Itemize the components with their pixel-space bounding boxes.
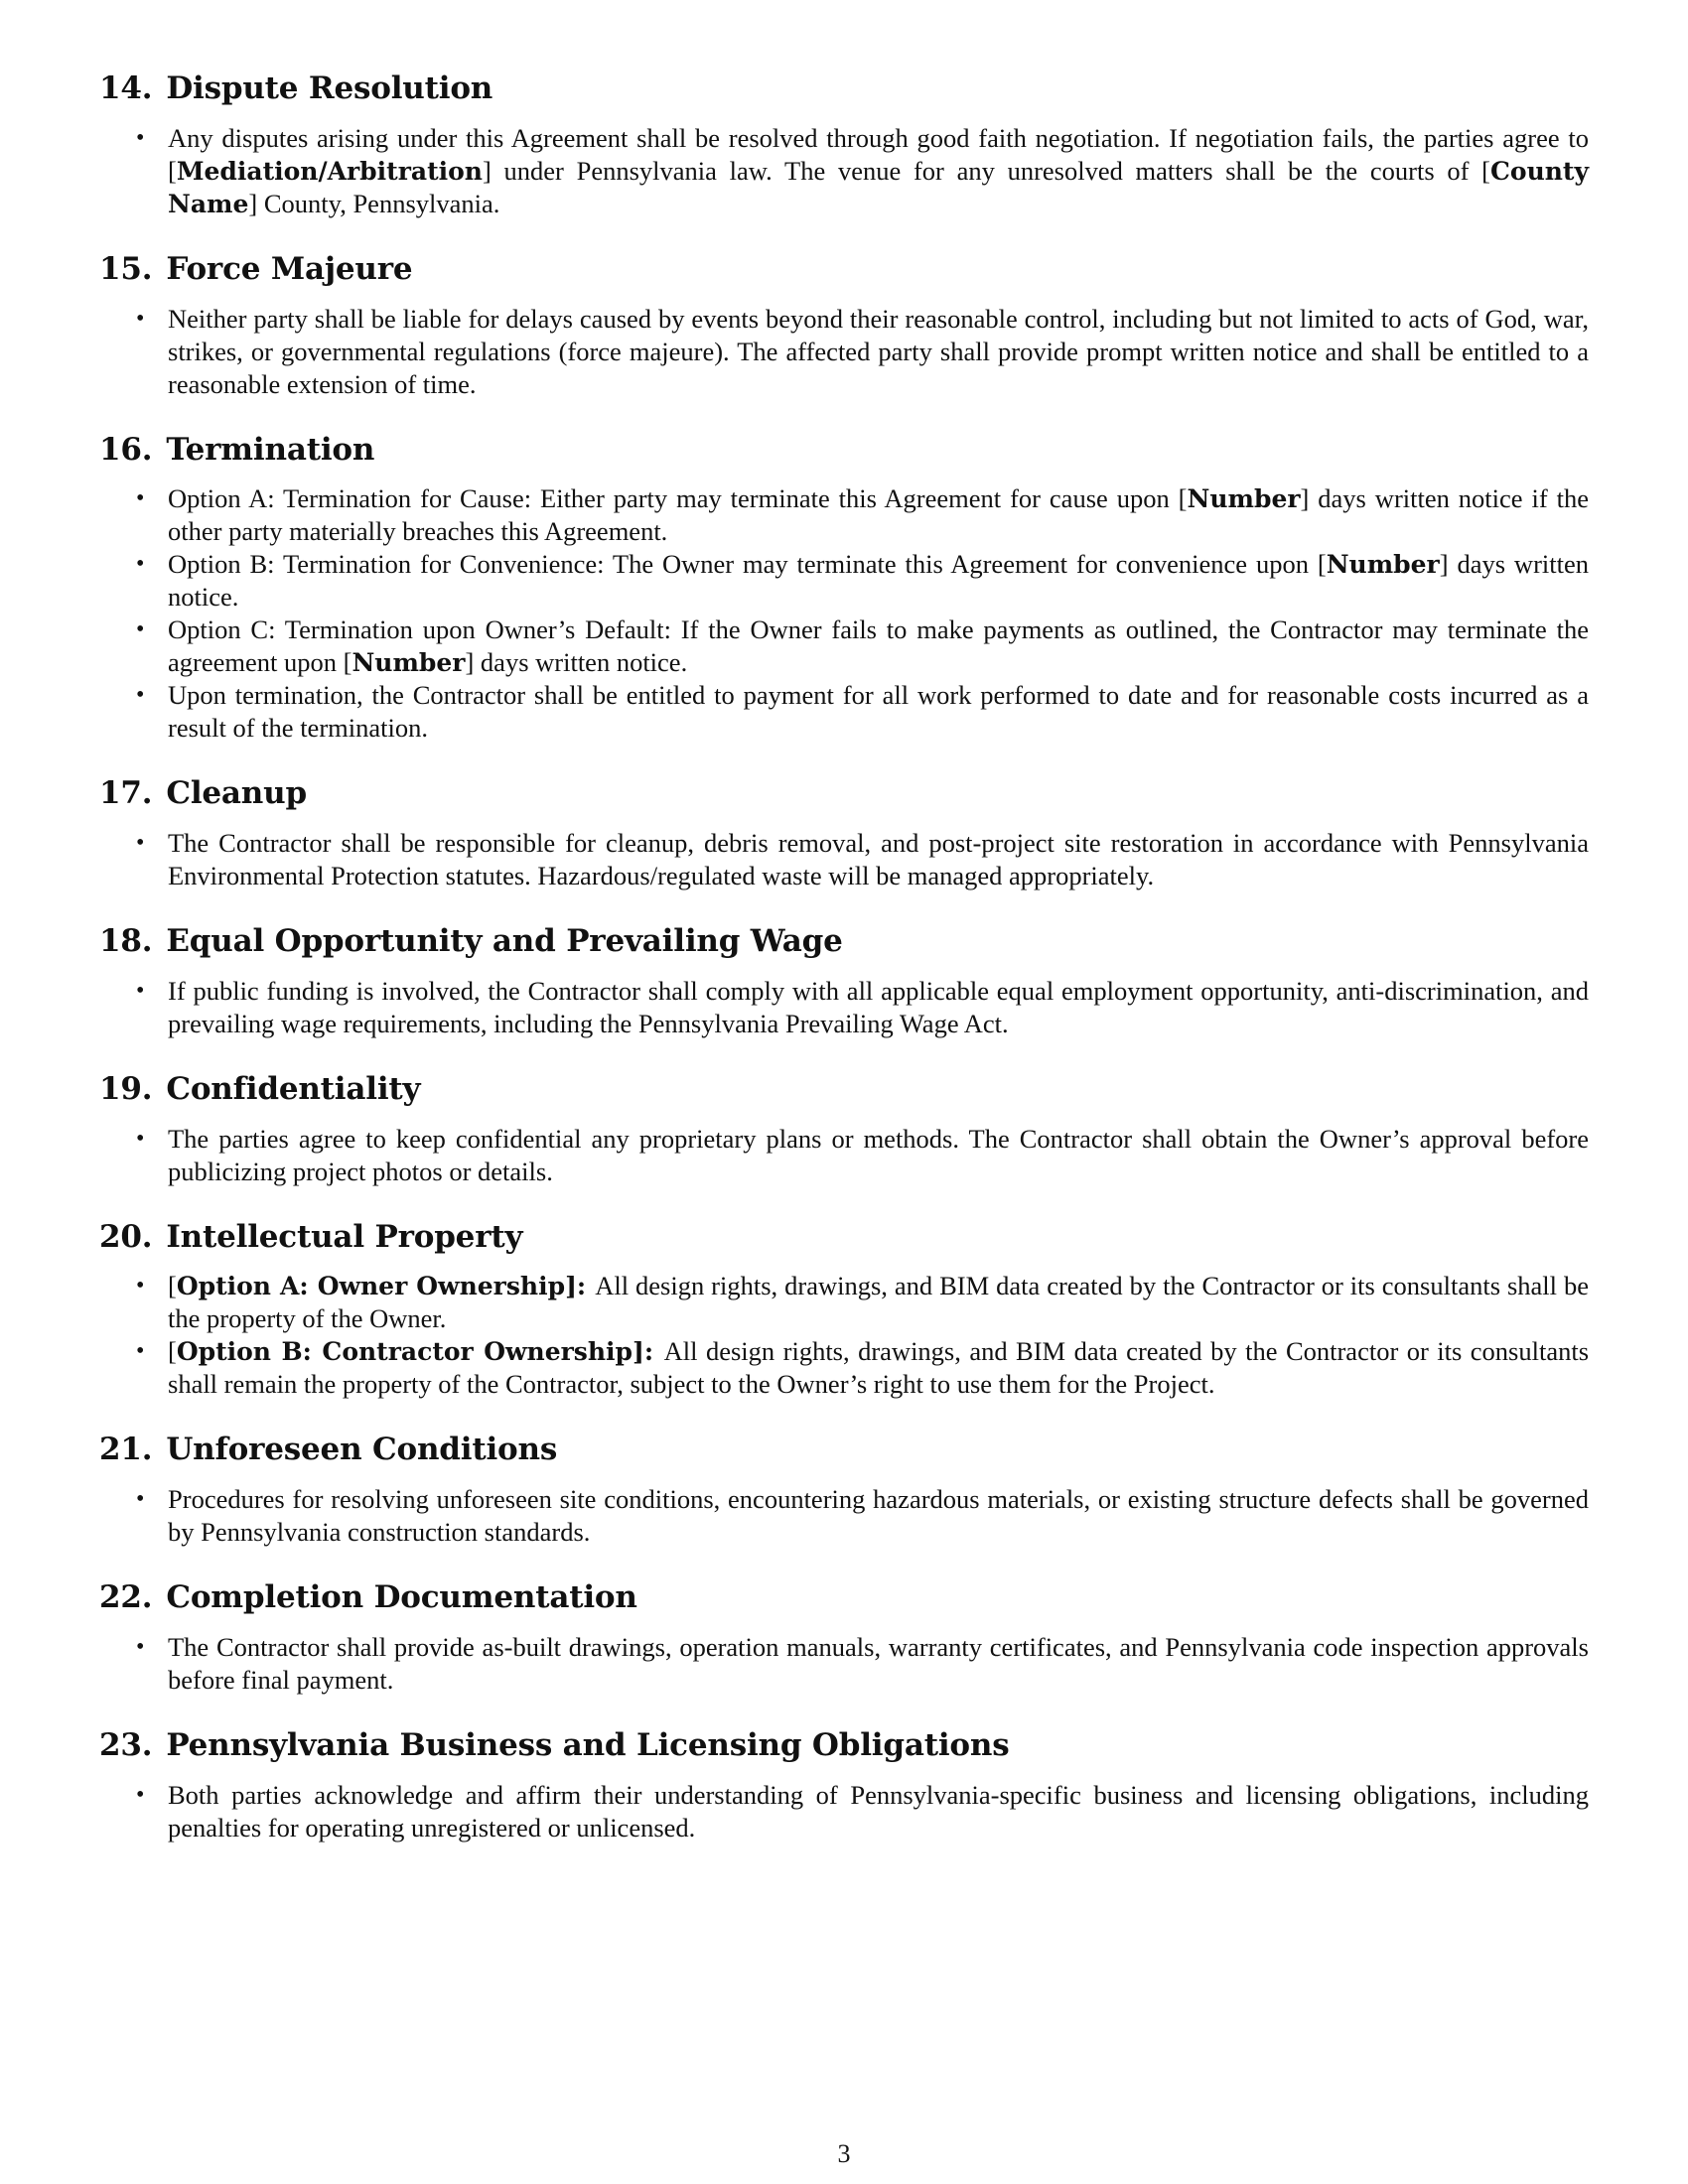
bullet-item <box>99 1779 1589 1844</box>
section-17 <box>99 774 1589 892</box>
bullet-item <box>99 1123 1589 1188</box>
section-heading <box>99 922 1589 961</box>
section-number: 19. <box>99 1070 153 1107</box>
section-number: 23. <box>99 1726 153 1763</box>
page-number: 3 <box>837 2139 851 2168</box>
section-number: 17. <box>99 775 153 812</box>
section-heading <box>99 1431 1589 1469</box>
body-text: The Contractor shall provide as-built drawings, operation manuals, warranty certificates, and Pennsylvania code inspection approvals before final payment. <box>168 1631 1589 1695</box>
bullet-item <box>99 1270 1589 1335</box>
section-title: Equal Opportunity and Prevailing Wage <box>166 923 843 959</box>
bullet-list <box>99 122 1589 220</box>
section-15 <box>99 250 1589 401</box>
body-text: ] County, Pennsylvania. <box>248 188 500 218</box>
body-text: Option B: Termination for Convenience: The Owner may terminate this Agreement for convenience upon [ <box>168 549 1327 580</box>
section-heading <box>99 1070 1589 1109</box>
body-text: [ <box>168 1271 177 1301</box>
section-heading <box>99 250 1589 289</box>
section-title: Cleanup <box>166 775 307 812</box>
bullet-item <box>99 679 1589 745</box>
section-22 <box>99 1578 1589 1697</box>
body-text: All design rights, drawings, and BIM data created by the Contractor or its consultants shall be the property of the Owner. <box>168 1271 1590 1334</box>
bullet-list <box>99 1631 1589 1697</box>
section-title: Unforeseen Conditions <box>166 1432 558 1468</box>
body-text: Option A: Termination for Cause: Either party may terminate this Agreement for cause upon [ <box>168 483 1188 514</box>
body-text: Neither party shall be liable for delays caused by events beyond their reasonable control, including but not limited to acts of God, war, strikes, or governmental regulations (force majeure). The affected party shall provide prompt written notice and shall be entitled to a reasonable extension of time. <box>168 303 1589 399</box>
section-heading <box>99 1726 1589 1765</box>
section-number: 15. <box>99 250 153 287</box>
section-title: Completion Documentation <box>166 1579 637 1615</box>
section-heading <box>99 431 1589 470</box>
body-text: [ <box>168 1336 177 1367</box>
bold-text: County Name <box>168 156 1589 218</box>
body-text: ] days written notice. <box>168 549 1589 613</box>
body-text: ] days written notice. <box>465 647 688 678</box>
section-number: 16. <box>99 431 153 468</box>
bold-text: Option B: Contractor Ownership <box>176 1337 633 1367</box>
bold-text: Number <box>352 648 466 678</box>
section-title: Dispute Resolution <box>166 70 493 106</box>
section-title: Termination <box>166 431 375 468</box>
document-page <box>99 69 1589 1874</box>
section-number: 14. <box>99 70 153 106</box>
section-title: Intellectual Property <box>166 1218 523 1255</box>
bullet-list <box>99 303 1589 401</box>
body-text: Both parties acknowledge and affirm their understanding of Pennsylvania-specific business and licensing obligations, including penalties for operating unregistered or unlicensed. <box>168 1779 1589 1843</box>
body-text: Any disputes arising under this Agreement shall be resolved through good faith negotiation. If negotiation fails, the parties agree to [ <box>168 122 1589 186</box>
section-title: Pennsylvania Business and Licensing Obligations <box>166 1726 1010 1763</box>
bullet-item <box>99 1631 1589 1697</box>
section-21 <box>99 1431 1589 1549</box>
bullet-list <box>99 1123 1589 1188</box>
bullet-item <box>99 1335 1589 1401</box>
body-text: Upon termination, the Contractor shall be entitled to payment for all work performed to date and for reasonable costs incurred as a result of the termination. <box>168 680 1589 744</box>
body-text: All design rights, drawings, and BIM data created by the Contractor or its consultants shall remain the property of the Contractor, subject to the Owner’s right to use them for the Project. <box>168 1336 1590 1400</box>
bold-text: ]: <box>565 1272 596 1301</box>
body-text: Option C: Termination upon Owner’s Default: If the Owner fails to make payments as outlined, the Contractor may terminate the agreement upon [ <box>168 614 1589 678</box>
bullet-item <box>99 975 1589 1040</box>
section-16 <box>99 431 1589 746</box>
section-number: 22. <box>99 1579 153 1615</box>
section-20 <box>99 1218 1589 1402</box>
bullet-item <box>99 827 1589 892</box>
body-text: The Contractor shall be responsible for cleanup, debris removal, and post-project site restoration in accordance with Pennsylvania Environmental Protection statutes. Hazardous/regulated waste will be managed appropriately. <box>168 828 1589 890</box>
bold-text: Number <box>1326 550 1440 580</box>
section-14 <box>99 69 1589 220</box>
bullet-list <box>99 1779 1589 1844</box>
bullet-list <box>99 1270 1589 1401</box>
section-title: Force Majeure <box>166 250 413 287</box>
body-text: ] days written notice if the other party materially breaches this Agreement. <box>168 483 1589 547</box>
section-heading <box>99 69 1589 108</box>
section-19 <box>99 1070 1589 1188</box>
body-text: Procedures for resolving unforeseen site conditions, encountering hazardous materials, or existing structure defects shall be governed by Pennsylvania construction standards. <box>168 1484 1589 1547</box>
bullet-item <box>99 614 1589 679</box>
bullet-item <box>99 122 1589 220</box>
bullet-list <box>99 827 1589 892</box>
body-text: ] under Pennsylvania law. The venue for any unresolved matters shall be the courts of [ <box>482 155 1490 186</box>
section-18 <box>99 922 1589 1040</box>
section-23 <box>99 1726 1589 1844</box>
section-heading <box>99 1218 1589 1257</box>
bullet-list <box>99 1483 1589 1549</box>
body-text: If public funding is involved, the Contractor shall comply with all applicable equal employment opportunity, anti-discrimination, and prevailing wage requirements, including the Pennsylvania Prevailing Wage Act. <box>168 975 1589 1038</box>
bold-text: Option A: Owner Ownership <box>176 1272 566 1301</box>
bullet-item <box>99 548 1589 614</box>
section-title: Confidentiality <box>166 1070 421 1107</box>
bullet-item <box>99 482 1589 548</box>
section-number: 18. <box>99 923 153 959</box>
section-number: 20. <box>99 1218 153 1255</box>
bullet-list <box>99 975 1589 1040</box>
bullet-item <box>99 303 1589 401</box>
section-heading <box>99 1578 1589 1617</box>
bold-text: ]: <box>633 1337 664 1367</box>
bullet-item <box>99 1483 1589 1549</box>
bold-text: Number <box>1187 484 1301 514</box>
bold-text: Mediation/Arbitration <box>176 156 483 186</box>
body-text: The parties agree to keep confidential any proprietary plans or methods. The Contractor shall obtain the Owner’s approval before publicizing project photos or details. <box>168 1123 1589 1186</box>
section-heading <box>99 774 1589 813</box>
section-number: 21. <box>99 1432 153 1468</box>
bullet-list <box>99 482 1589 745</box>
